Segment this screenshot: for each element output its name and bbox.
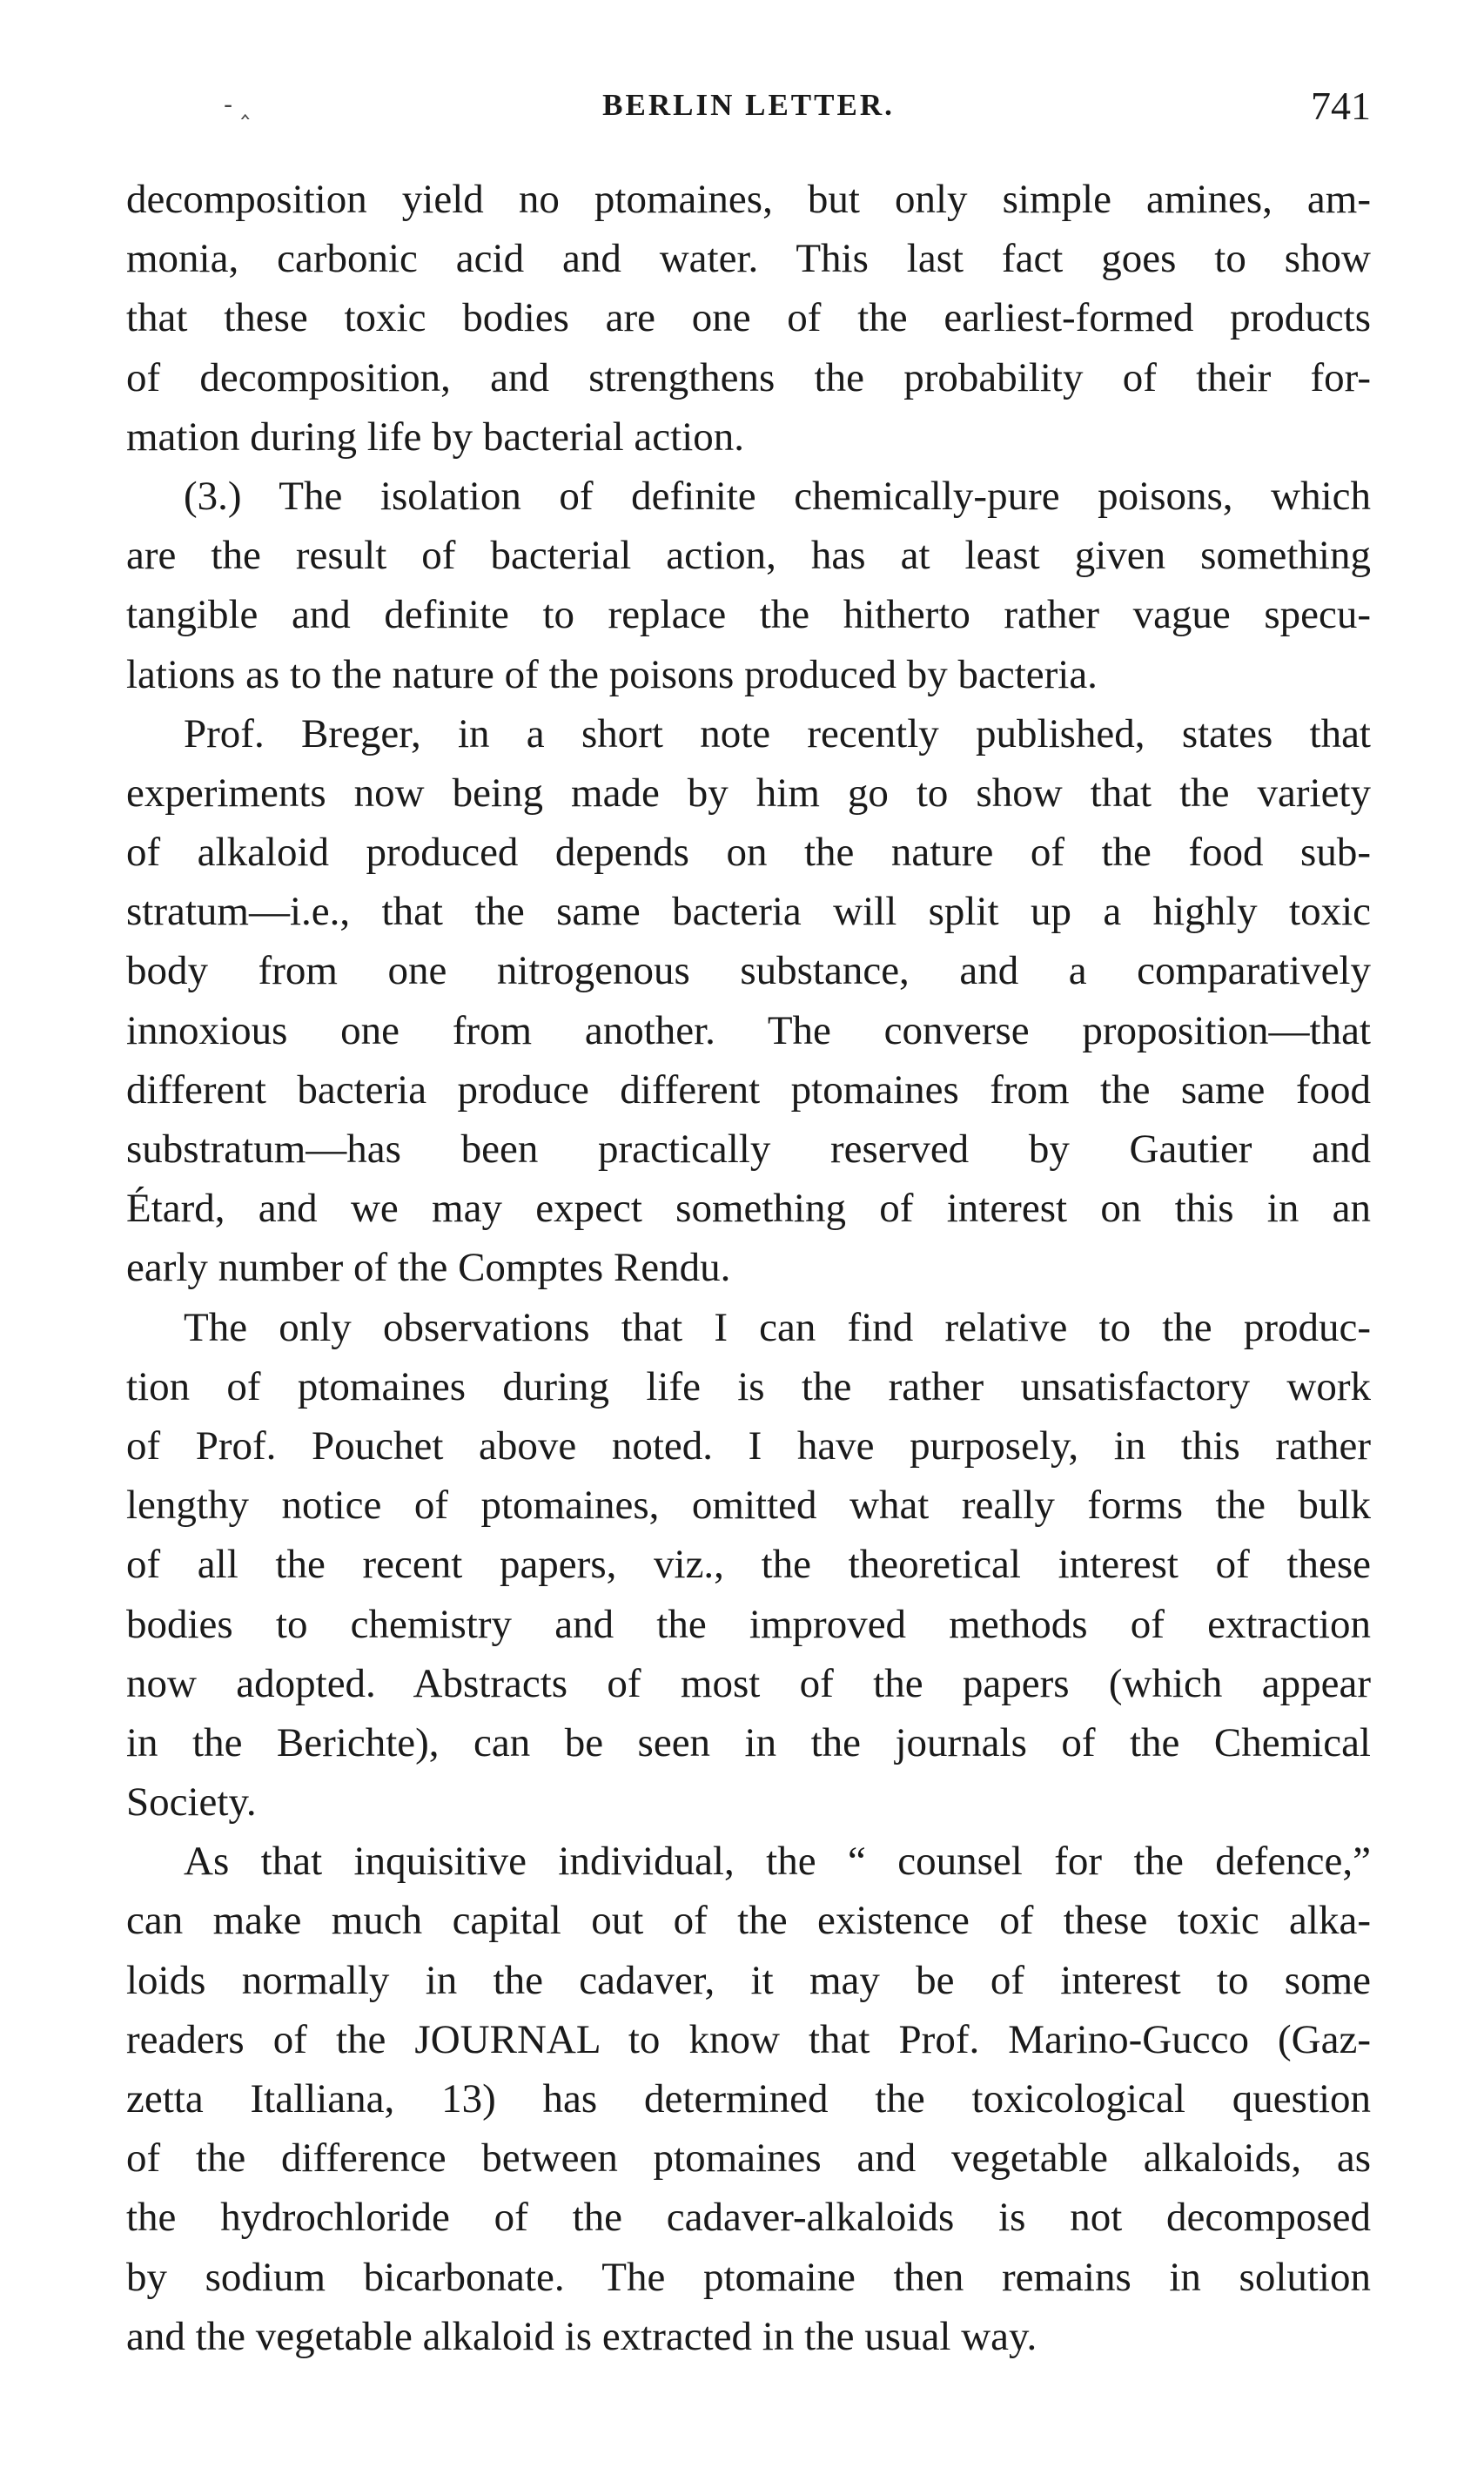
text-line: The only observations that I can find relative to the produc-: [184, 1304, 1371, 1350]
text-line: mation during life by bacterial action.: [126, 414, 744, 460]
text-line: can make much capital out of the existence of these toxic alka-: [126, 1898, 1371, 1944]
text-line: zetta Italliana, 13) has determined the toxicological question: [126, 2076, 1371, 2122]
text-line: in the Berichte), can be seen in the journals of the Chemical: [126, 1719, 1371, 1765]
text-line: the hydrochloride of the cadaver-alkaloids is not decomposed: [126, 2195, 1371, 2241]
text-line: of all the recent papers, viz., the theoretical interest of these: [126, 1542, 1371, 1588]
text-line: of decomposition, and strengthens the probability of their for-: [126, 354, 1371, 400]
body-text: [126, 170, 1371, 2366]
text-line: (3.) The isolation of definite chemically-pure poisons, which: [184, 473, 1371, 519]
text-line: tion of ptomaines during life is the rather unsatisfactory work: [126, 1363, 1371, 1409]
text-line: by sodium bicarbonate. The ptomaine then remains in solution: [126, 2254, 1371, 2300]
text-line: lations as to the nature of the poisons produced by bacteria.: [126, 651, 1098, 697]
text-line: decomposition yield no ptomaines, but only simple amines, am-: [126, 177, 1371, 222]
text-line: Society.: [126, 1779, 257, 1826]
page-number: 741: [1311, 84, 1371, 128]
page-header: [126, 83, 1371, 135]
text-line: of the difference between ptomaines and vegetable alkaloids, as: [126, 2135, 1371, 2182]
text-line: substratum—has been practically reserved by Gautier and: [126, 1126, 1371, 1172]
running-title: BERLIN LETTER.: [602, 88, 895, 122]
text-line: of Prof. Pouchet above noted. I have purposely, in this rather: [126, 1422, 1371, 1469]
text-line: of alkaloid produced depends on the nature of the food sub-: [126, 830, 1371, 876]
header-mark: - ‸: [224, 90, 250, 120]
text-line: tangible and definite to replace the hitherto rather vague specu-: [126, 592, 1371, 638]
text-line: lengthy notice of ptomaines, omitted what really forms the bulk: [126, 1483, 1371, 1529]
text-line: bodies to chemistry and the improved methods of extraction: [126, 1601, 1371, 1647]
text-line: loids normally in the cadaver, it may be of interest to some: [126, 1957, 1371, 2003]
text-line: early number of the Comptes Rendu.: [126, 1245, 731, 1291]
text-line: Étard, and we may expect something of interest on this in an: [126, 1186, 1371, 1232]
text-line: different bacteria produce different ptomaines from the same food: [126, 1066, 1371, 1113]
text-line: now adopted. Abstracts of most of the papers (which appear: [126, 1660, 1371, 1706]
text-line: monia, carbonic acid and water. This last fact goes to show: [126, 236, 1371, 282]
text-line: and the vegetable alkaloid is extracted in the usual way.: [126, 2313, 1037, 2359]
text-line: are the result of bacterial action, has at least given something: [126, 533, 1371, 579]
text-line: As that inquisitive individual, the “ counsel for the defence,”: [184, 1839, 1371, 1885]
text-line: stratum—i.e., that the same bacteria will split up a highly toxic: [126, 889, 1371, 935]
text-line: innoxious one from another. The converse proposition—that: [126, 1007, 1371, 1053]
text-line: Prof. Breger, in a short note recently published, states that: [184, 710, 1371, 757]
text-line: body from one nitrogenous substance, and a comparatively: [126, 948, 1371, 994]
text-line: readers of the JOURNAL to know that Prof. Marino-Gucco (Gaz-: [126, 2016, 1371, 2062]
text-line: that these toxic bodies are one of the earliest-formed products: [126, 295, 1371, 341]
text-line: experiments now being made by him go to show that the variety: [126, 770, 1371, 816]
